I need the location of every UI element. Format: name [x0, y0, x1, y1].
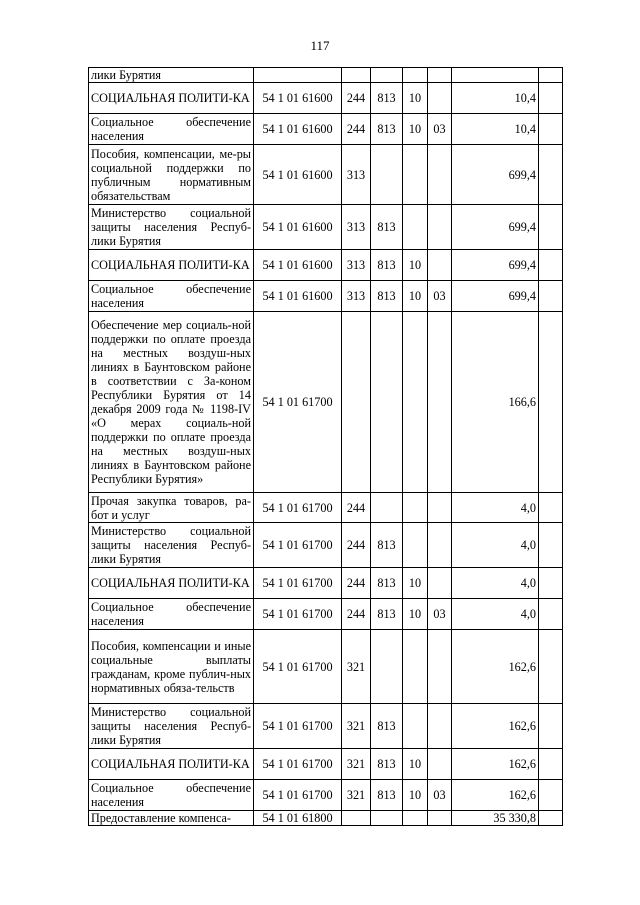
cell-subsection [428, 312, 452, 493]
cell-ministry-code: 813 [371, 250, 403, 281]
cell-name: СОЦИАЛЬНАЯ ПОЛИТИ-КА [89, 568, 254, 599]
table-row [89, 630, 563, 704]
cell-subsection [428, 145, 452, 205]
cell-section [403, 811, 428, 826]
cell-name: Социальное обеспечение населения [89, 599, 254, 630]
cell-name: СОЦИАЛЬНАЯ ПОЛИТИ-КА [89, 749, 254, 780]
cell-section [403, 205, 428, 250]
cell-name: Министерство социальной защиты населения Респуб-лики Бурятия [89, 523, 254, 568]
cell-ministry-code: 813 [371, 568, 403, 599]
cell-target-code: 54 1 01 61600 [254, 145, 342, 205]
cell-target-code: 54 1 01 61800 [254, 811, 342, 826]
cell-extra [539, 704, 563, 749]
cell-name: Обеспечение мер социаль-ной поддержки по оплате проезда на местных воздуш-ных линиях в Баунтовском районе в соответствии с За-коном Республики Бурятия от 14 декабря 2009 года № 1198-IV «О мерах социаль-ной поддержки по оплате проезда на местных воздуш-ных линиях в Баунтовском районе Республики Бурятия» [89, 312, 254, 493]
cell-subsection [428, 749, 452, 780]
cell-extra [539, 205, 563, 250]
cell-target-code: 54 1 01 61700 [254, 599, 342, 630]
cell-expense-type: 313 [342, 205, 371, 250]
cell-expense-type: 321 [342, 630, 371, 704]
cell-ministry-code [371, 493, 403, 523]
cell-amount: 166,6 [452, 312, 539, 493]
page-number: 117 [310, 38, 330, 53]
cell-amount: 35 330,8 [452, 811, 539, 826]
table-row [89, 811, 563, 826]
cell-target-code: 54 1 01 61700 [254, 630, 342, 704]
cell-name: лики Бурятия [89, 68, 254, 83]
cell-ministry-code [371, 312, 403, 493]
cell-subsection: 03 [428, 599, 452, 630]
cell-target-code: 54 1 01 61600 [254, 114, 342, 145]
cell-extra [539, 780, 563, 811]
cell-subsection [428, 68, 452, 83]
cell-section: 10 [403, 83, 428, 114]
cell-ministry-code: 813 [371, 780, 403, 811]
cell-expense-type: 244 [342, 568, 371, 599]
cell-target-code: 54 1 01 61700 [254, 493, 342, 523]
cell-amount: 699,4 [452, 145, 539, 205]
cell-target-code: 54 1 01 61700 [254, 523, 342, 568]
cell-section: 10 [403, 749, 428, 780]
cell-name: Пособия, компенсации, ме-ры социальной поддержки по публичным нормативным обязательствам [89, 145, 254, 205]
cell-name: СОЦИАЛЬНАЯ ПОЛИТИ-КА [89, 250, 254, 281]
cell-expense-type [342, 811, 371, 826]
cell-target-code: 54 1 01 61600 [254, 250, 342, 281]
cell-ministry-code: 813 [371, 205, 403, 250]
cell-name: СОЦИАЛЬНАЯ ПОЛИТИ-КА [89, 83, 254, 114]
cell-ministry-code: 813 [371, 704, 403, 749]
cell-expense-type: 244 [342, 114, 371, 145]
cell-section [403, 704, 428, 749]
cell-target-code: 54 1 01 61700 [254, 704, 342, 749]
cell-ministry-code [371, 630, 403, 704]
cell-amount: 4,0 [452, 599, 539, 630]
cell-ministry-code [371, 811, 403, 826]
cell-ministry-code [371, 145, 403, 205]
cell-expense-type: 321 [342, 704, 371, 749]
cell-amount: 162,6 [452, 749, 539, 780]
cell-name: Пособия, компенсации и иные социальные выплаты гражданам, кроме публич-ных нормативных обяза-тельств [89, 630, 254, 704]
cell-extra [539, 568, 563, 599]
cell-amount: 10,4 [452, 114, 539, 145]
table-row [89, 523, 563, 568]
cell-target-code: 54 1 01 61600 [254, 205, 342, 250]
table-row [89, 599, 563, 630]
cell-amount: 4,0 [452, 493, 539, 523]
cell-expense-type [342, 312, 371, 493]
cell-expense-type: 313 [342, 250, 371, 281]
cell-section [403, 145, 428, 205]
table-row [89, 281, 563, 312]
cell-extra [539, 523, 563, 568]
cell-section [403, 523, 428, 568]
cell-ministry-code: 813 [371, 114, 403, 145]
cell-ministry-code: 813 [371, 523, 403, 568]
cell-extra [539, 114, 563, 145]
cell-extra [539, 68, 563, 83]
cell-target-code: 54 1 01 61600 [254, 281, 342, 312]
cell-name: Социальное обеспечение населения [89, 114, 254, 145]
cell-ministry-code: 813 [371, 281, 403, 312]
cell-extra [539, 811, 563, 826]
cell-subsection [428, 630, 452, 704]
cell-ministry-code: 813 [371, 83, 403, 114]
cell-expense-type: 321 [342, 780, 371, 811]
budget-table [88, 67, 563, 826]
cell-extra [539, 599, 563, 630]
table-row [89, 704, 563, 749]
cell-target-code: 54 1 01 61700 [254, 312, 342, 493]
table-row [89, 568, 563, 599]
cell-subsection [428, 205, 452, 250]
cell-subsection [428, 568, 452, 599]
cell-amount: 699,4 [452, 250, 539, 281]
cell-expense-type [342, 68, 371, 83]
cell-expense-type: 313 [342, 281, 371, 312]
cell-subsection: 03 [428, 780, 452, 811]
cell-name: Министерство социальной защиты населения Респуб-лики Бурятия [89, 205, 254, 250]
cell-section: 10 [403, 114, 428, 145]
table-row [89, 250, 563, 281]
cell-extra [539, 145, 563, 205]
cell-section: 10 [403, 599, 428, 630]
cell-target-code [254, 68, 342, 83]
cell-subsection: 03 [428, 281, 452, 312]
cell-amount: 699,4 [452, 281, 539, 312]
cell-name: Предоставление компенса- [89, 811, 254, 826]
table-body [89, 68, 563, 826]
cell-name: Социальное обеспечение населения [89, 780, 254, 811]
table-row [89, 83, 563, 114]
cell-amount: 162,6 [452, 704, 539, 749]
table-row [89, 68, 563, 83]
cell-expense-type: 244 [342, 599, 371, 630]
cell-section [403, 630, 428, 704]
cell-subsection [428, 83, 452, 114]
cell-extra [539, 281, 563, 312]
cell-target-code: 54 1 01 61700 [254, 568, 342, 599]
cell-subsection [428, 811, 452, 826]
cell-expense-type: 244 [342, 523, 371, 568]
cell-amount: 699,4 [452, 205, 539, 250]
cell-section [403, 493, 428, 523]
cell-expense-type: 313 [342, 145, 371, 205]
cell-target-code: 54 1 01 61700 [254, 780, 342, 811]
cell-subsection: 03 [428, 114, 452, 145]
cell-subsection [428, 523, 452, 568]
cell-section: 10 [403, 250, 428, 281]
cell-target-code: 54 1 01 61700 [254, 749, 342, 780]
cell-target-code: 54 1 01 61600 [254, 83, 342, 114]
table-row [89, 780, 563, 811]
cell-extra [539, 493, 563, 523]
table-row [89, 114, 563, 145]
cell-ministry-code [371, 68, 403, 83]
cell-subsection [428, 250, 452, 281]
cell-name: Социальное обеспечение населения [89, 281, 254, 312]
cell-subsection [428, 493, 452, 523]
cell-section [403, 312, 428, 493]
cell-amount: 162,6 [452, 780, 539, 811]
cell-amount: 10,4 [452, 83, 539, 114]
cell-expense-type: 244 [342, 83, 371, 114]
cell-ministry-code: 813 [371, 599, 403, 630]
cell-extra [539, 83, 563, 114]
cell-amount [452, 68, 539, 83]
cell-extra [539, 312, 563, 493]
table-row [89, 145, 563, 205]
cell-subsection [428, 704, 452, 749]
cell-ministry-code: 813 [371, 749, 403, 780]
cell-section: 10 [403, 568, 428, 599]
table-row [89, 312, 563, 493]
cell-expense-type: 321 [342, 749, 371, 780]
cell-extra [539, 250, 563, 281]
cell-expense-type: 244 [342, 493, 371, 523]
cell-amount: 4,0 [452, 523, 539, 568]
cell-amount: 162,6 [452, 630, 539, 704]
cell-name: Министерство социальной защиты населения Респуб-лики Бурятия [89, 704, 254, 749]
cell-extra [539, 630, 563, 704]
cell-section: 10 [403, 281, 428, 312]
table-row [89, 493, 563, 523]
table-row [89, 205, 563, 250]
cell-name: Прочая закупка товаров, ра-бот и услуг [89, 493, 254, 523]
cell-section: 10 [403, 780, 428, 811]
cell-amount: 4,0 [452, 568, 539, 599]
cell-section [403, 68, 428, 83]
cell-extra [539, 749, 563, 780]
table-row [89, 749, 563, 780]
